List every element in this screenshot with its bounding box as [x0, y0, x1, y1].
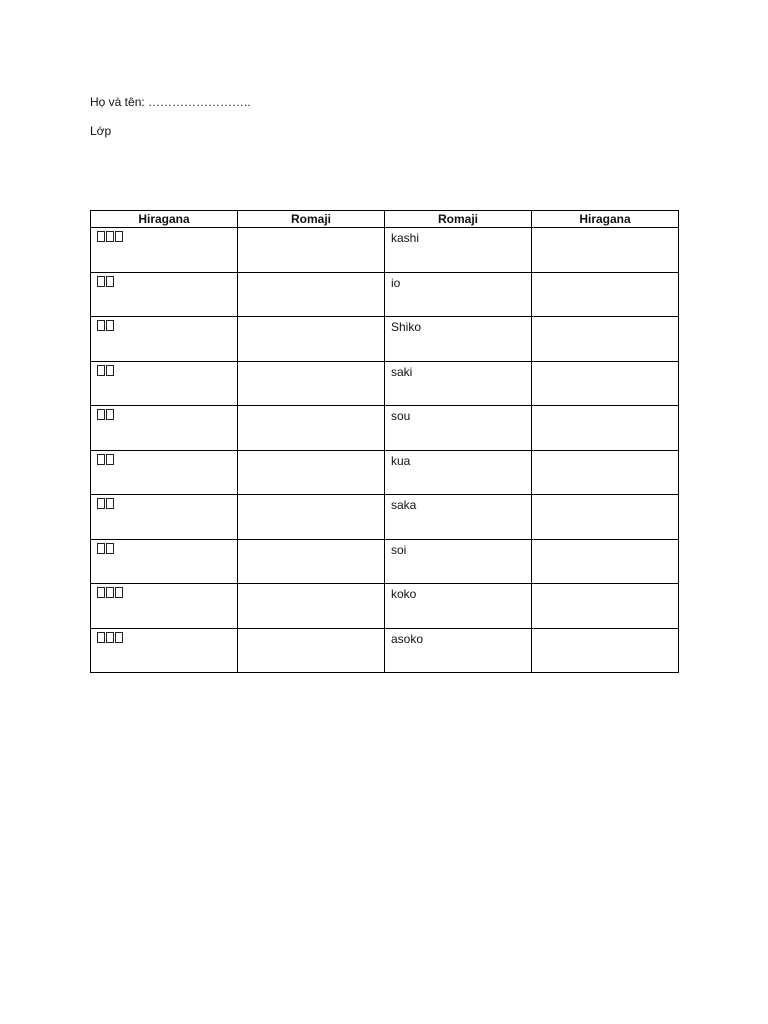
hiragana-answer-cell[interactable]: [532, 272, 679, 317]
hiragana-cell: [91, 361, 238, 406]
column-header-romaji: Romaji: [238, 211, 385, 228]
missing-glyph-icon: [106, 365, 114, 376]
hiragana-answer-cell[interactable]: [532, 539, 679, 584]
romaji-answer-cell[interactable]: [238, 495, 385, 540]
missing-glyph-icon: [106, 409, 114, 420]
missing-glyph-icon: [97, 498, 105, 509]
hiragana-cell: [91, 539, 238, 584]
hiragana-glyphs: [97, 543, 114, 554]
hiragana-glyphs: [97, 365, 114, 376]
romaji-answer-cell[interactable]: [238, 584, 385, 629]
romaji-cell: saka: [385, 495, 532, 540]
hiragana-cell: [91, 228, 238, 273]
hiragana-cell: [91, 628, 238, 673]
romaji-cell: kashi: [385, 228, 532, 273]
name-field-label: Họ và tên: ……………………..: [90, 95, 251, 109]
romaji-cell: saki: [385, 361, 532, 406]
column-header-hiragana: Hiragana: [532, 211, 679, 228]
romaji-answer-cell[interactable]: [238, 539, 385, 584]
hiragana-glyphs: [97, 409, 114, 420]
table-row: [91, 317, 679, 362]
hiragana-cell: [91, 584, 238, 629]
hiragana-answer-cell[interactable]: [532, 628, 679, 673]
romaji-answer-cell[interactable]: [238, 450, 385, 495]
hiragana-glyphs: [97, 320, 114, 331]
column-header-hiragana: Hiragana: [91, 211, 238, 228]
romaji-cell: kua: [385, 450, 532, 495]
romaji-cell: Shiko: [385, 317, 532, 362]
hiragana-answer-cell[interactable]: [532, 406, 679, 451]
table-row: [91, 628, 679, 673]
missing-glyph-icon: [106, 320, 114, 331]
hiragana-glyphs: [97, 498, 114, 509]
romaji-cell: soi: [385, 539, 532, 584]
missing-glyph-icon: [106, 454, 114, 465]
column-header-romaji: Romaji: [385, 211, 532, 228]
missing-glyph-icon: [115, 632, 123, 643]
class-field-label: Lớp: [90, 124, 112, 138]
romaji-cell: asoko: [385, 628, 532, 673]
table-row: [91, 495, 679, 540]
romaji-answer-cell[interactable]: [238, 317, 385, 362]
table-row: [91, 584, 679, 629]
hiragana-answer-cell[interactable]: [532, 361, 679, 406]
hiragana-glyphs: [97, 276, 114, 287]
missing-glyph-icon: [97, 543, 105, 554]
hiragana-glyphs: [97, 231, 123, 242]
table-row: [91, 272, 679, 317]
hiragana-cell: [91, 317, 238, 362]
hiragana-answer-cell[interactable]: [532, 495, 679, 540]
hiragana-answer-cell[interactable]: [532, 228, 679, 273]
table-header-row: [91, 211, 679, 228]
table-row: [91, 228, 679, 273]
table-row: [91, 450, 679, 495]
hiragana-glyphs: [97, 632, 123, 643]
hiragana-glyphs: [97, 587, 123, 598]
table-row: [91, 406, 679, 451]
missing-glyph-icon: [97, 231, 105, 242]
romaji-answer-cell[interactable]: [238, 406, 385, 451]
table-row: [91, 361, 679, 406]
missing-glyph-icon: [97, 587, 105, 598]
romaji-answer-cell[interactable]: [238, 228, 385, 273]
missing-glyph-icon: [97, 409, 105, 420]
hiragana-cell: [91, 495, 238, 540]
romaji-cell: sou: [385, 406, 532, 451]
missing-glyph-icon: [97, 320, 105, 331]
missing-glyph-icon: [106, 587, 114, 598]
missing-glyph-icon: [106, 276, 114, 287]
missing-glyph-icon: [106, 231, 114, 242]
romaji-answer-cell[interactable]: [238, 361, 385, 406]
hiragana-cell: [91, 450, 238, 495]
hiragana-answer-cell[interactable]: [532, 450, 679, 495]
missing-glyph-icon: [106, 543, 114, 554]
missing-glyph-icon: [97, 276, 105, 287]
hiragana-glyphs: [97, 454, 114, 465]
hiragana-answer-cell[interactable]: [532, 584, 679, 629]
romaji-cell: koko: [385, 584, 532, 629]
missing-glyph-icon: [115, 231, 123, 242]
hiragana-answer-cell[interactable]: [532, 317, 679, 362]
missing-glyph-icon: [106, 498, 114, 509]
missing-glyph-icon: [115, 587, 123, 598]
hiragana-romaji-table: [90, 210, 679, 673]
hiragana-cell: [91, 406, 238, 451]
missing-glyph-icon: [106, 632, 114, 643]
romaji-cell: io: [385, 272, 532, 317]
table-body: [91, 228, 679, 673]
table-row: [91, 539, 679, 584]
hiragana-cell: [91, 272, 238, 317]
romaji-answer-cell[interactable]: [238, 272, 385, 317]
missing-glyph-icon: [97, 632, 105, 643]
missing-glyph-icon: [97, 454, 105, 465]
romaji-answer-cell[interactable]: [238, 628, 385, 673]
missing-glyph-icon: [97, 365, 105, 376]
